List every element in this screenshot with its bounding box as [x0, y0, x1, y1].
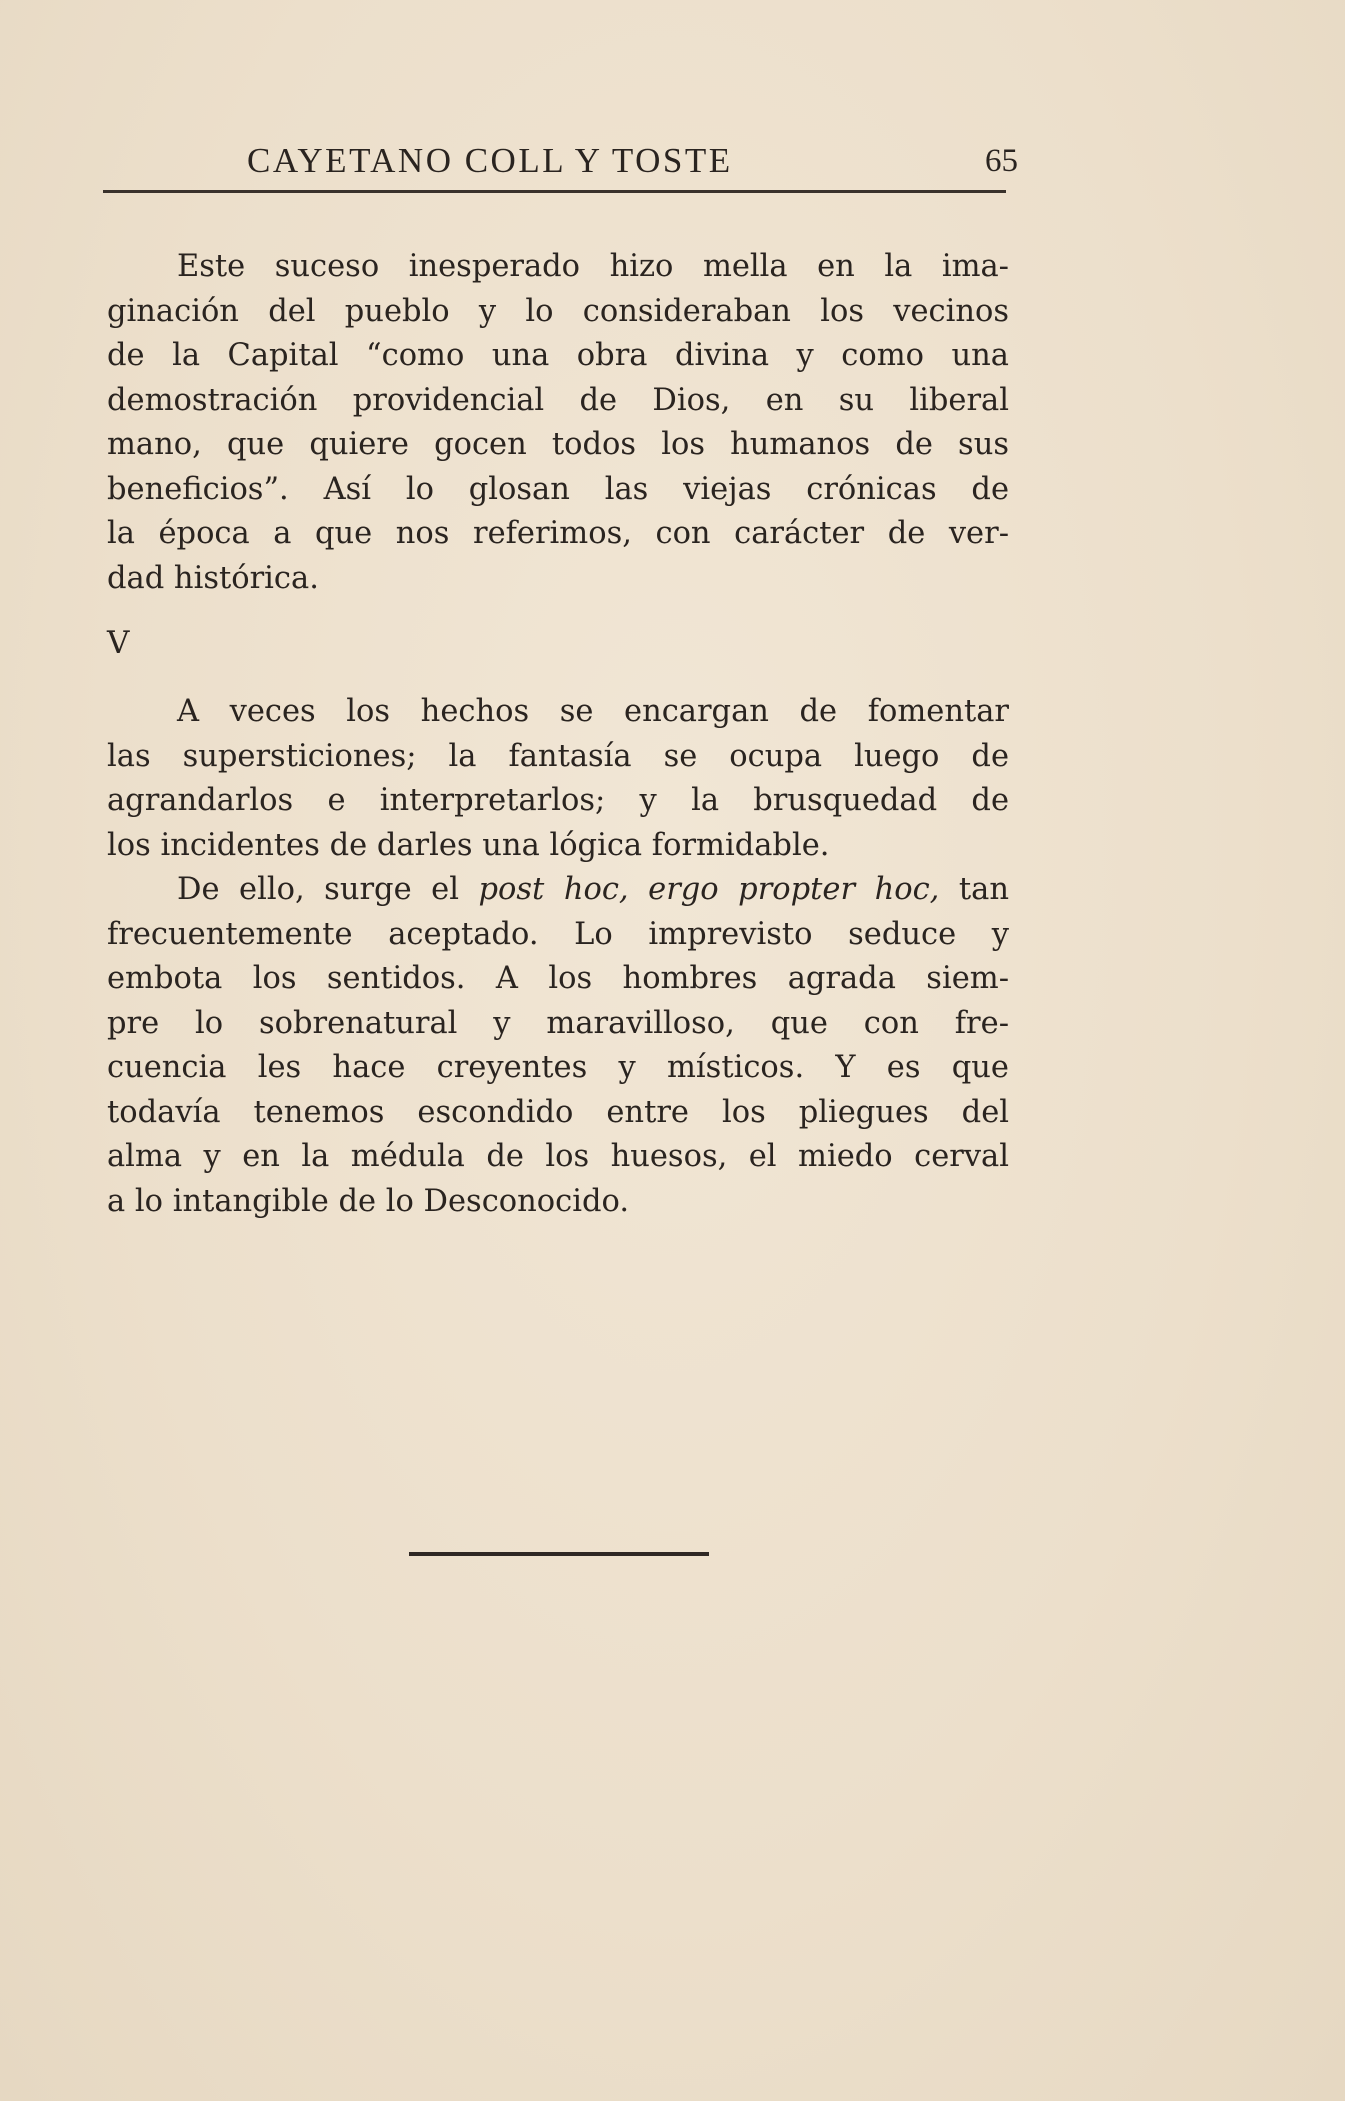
text-run: De ello, surge el	[177, 872, 479, 907]
text-line: cuencia les hace creyentes y místicos. Y es que	[107, 1050, 1009, 1085]
text-line: de la Capital “como una obra divina y como una	[107, 338, 1009, 373]
running-head: CAYETANO COLL Y TOSTE	[247, 141, 733, 180]
text-line: pre lo sobrenatural y maravilloso, que con fre-	[107, 1005, 1009, 1041]
section-numeral: V	[107, 625, 130, 661]
text-line: mano, que quiere gocen todos los humanos de sus	[107, 427, 1009, 462]
text-line: dad histórica.	[107, 560, 319, 596]
text-line: embota los sentidos. A los hombres agrada siem-	[107, 961, 1009, 996]
text-line	[107, 868, 1009, 913]
end-rule	[409, 1552, 709, 1556]
text-line: A veces los hechos se encargan de fomentar	[177, 694, 1009, 729]
page-number: 65	[985, 143, 1018, 179]
text-line: todavía tenemos escondido entre los pliegues del	[107, 1094, 1009, 1130]
text-line: la época a que nos referimos, con carácter de ver-	[107, 516, 1009, 551]
header-rule	[103, 190, 1006, 193]
text-line: a lo intangible de lo Desconocido.	[107, 1183, 630, 1219]
text-line: demostración providencial de Dios, en su liberal	[107, 382, 1009, 418]
text-line: beneficios”. Así lo glosan las viejas crónicas de	[107, 471, 1009, 507]
page-header	[105, 138, 1018, 186]
text-line: los incidentes de darles una lógica formidable.	[107, 827, 830, 863]
text-line: alma y en la médula de los huesos, el miedo cerval	[107, 1139, 1009, 1174]
text-line: agrandarlos e interpretarlos; y la brusquedad de	[107, 783, 1009, 818]
body-text	[107, 245, 1009, 1224]
text-line: ginación del pueblo y lo consideraban los vecinos	[107, 293, 1009, 329]
text-run: tan	[939, 872, 1009, 907]
paragraph-2	[107, 690, 1009, 868]
text-line: frecuentemente aceptado. Lo imprevisto seduce y	[107, 916, 1009, 952]
text-line: Este suceso inesperado hizo mella en la ima-	[177, 249, 1009, 284]
paragraph-3	[107, 868, 1009, 1224]
latin-phrase: post hoc, ergo propter hoc,	[478, 872, 940, 907]
paragraph-1	[107, 245, 1009, 601]
text-line: las supersticiones; la fantasía se ocupa luego de	[107, 738, 1009, 774]
